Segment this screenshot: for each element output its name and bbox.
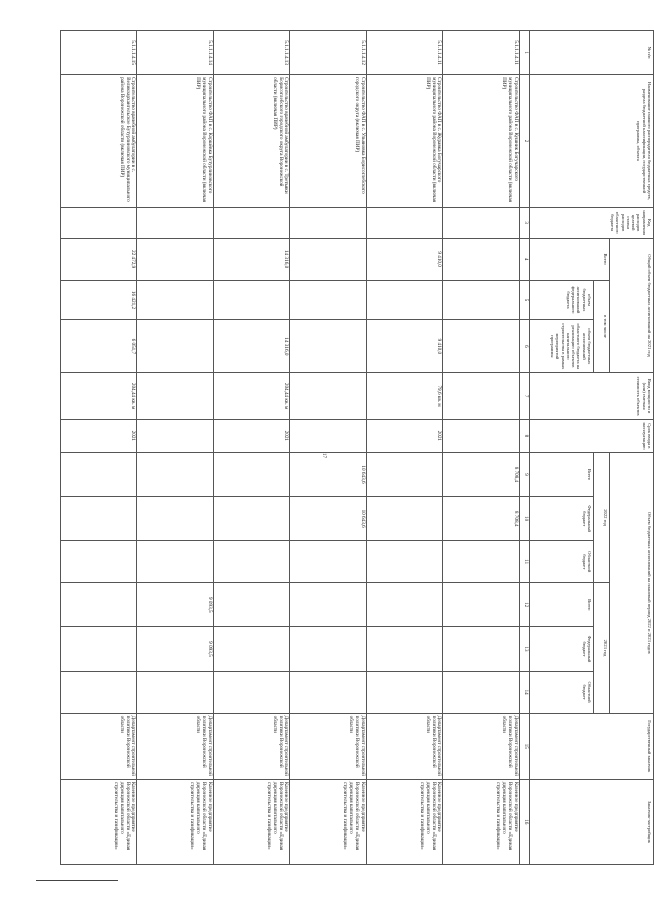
cell-capacity (290, 373, 367, 419)
investment-table (60, 30, 654, 865)
document-sheet (62, 30, 654, 865)
cell-o22 (137, 541, 214, 583)
cell-gov: Департамент строительной политики Воронежской области (290, 713, 367, 779)
cell-f22 (137, 497, 214, 541)
cell-f22 (367, 497, 444, 541)
cell-year: 2021 (61, 419, 138, 452)
header-capacity: Ввод мощности и (или) сметная стоимость объектов (530, 373, 654, 419)
cell-capacity: 79,6 кв. м (367, 373, 444, 419)
header-2022-fed: Федеральный бюджет (530, 497, 594, 541)
cell-f23 (61, 627, 138, 671)
footnote-rule (36, 880, 118, 881)
cell-gov: Департамент строительной политики Воронежской области (61, 713, 138, 779)
cell-o23 (290, 671, 367, 713)
col-number: 3 (520, 207, 530, 238)
cell-name: Строительство врачебной амбулатории в с. Великоархангельское Бутурлиновского муниципального района Воронежской области (включая ПИР) (61, 75, 138, 208)
cell-dev: Казенное предприятие Воронежской области «Единая дирекция капитального строительства и газификации» (290, 779, 367, 864)
column-number-row (520, 31, 530, 865)
col-number: 6 (520, 320, 530, 373)
cell-f22: 8 708,4 (443, 497, 520, 541)
cell-t22 (367, 452, 444, 496)
cell-total: 22 472,9 (61, 238, 138, 280)
table-header (520, 31, 654, 865)
header-incl: в том числе (594, 280, 610, 373)
cell-code (367, 207, 444, 238)
cell-t22 (214, 452, 291, 496)
cell-fed: 16 421,2 (61, 280, 138, 320)
col-number: 13 (520, 627, 530, 671)
col-number: 7 (520, 373, 530, 419)
header-total: Всего (530, 238, 610, 280)
header-incl-fed: объем бюджетных ассигнований федерального бюджета (530, 280, 594, 320)
table-row (137, 31, 214, 865)
table-row (61, 31, 138, 865)
cell-name: Строительство ФАП в с. Коршёвка Бутурлиновского муниципального района Воронежской области (включая ПИР) (137, 75, 214, 208)
col-number: 15 (520, 713, 530, 779)
header-2022-total: Всего (530, 452, 594, 496)
cell-code (137, 207, 214, 238)
cell-code (61, 207, 138, 238)
cell-name: Строительство врачебной амбулатории в с. Третьяки Борисоглебского городского округа Воронежской области (включая ПИР) (214, 75, 291, 208)
cell-o23 (214, 671, 291, 713)
table-row (443, 31, 520, 865)
header-2023: 2023 год (594, 583, 610, 713)
cell-capacity: 204,44 кв. м (214, 373, 291, 419)
cell-t23: 9 093,5 (137, 583, 214, 627)
cell-fed (443, 280, 520, 320)
cell-t23 (367, 583, 444, 627)
header-years: Срок ввода в эксплуатацию (530, 419, 654, 452)
cell-no: 5.1.1.1.4.11 (367, 31, 444, 75)
col-number: 2 (520, 75, 530, 208)
header-2022: 2022 год (594, 452, 610, 582)
col-number: 12 (520, 583, 530, 627)
cell-obj: 6 051,7 (61, 320, 138, 373)
cell-no: 5.1.1.1.4.15 (61, 31, 138, 75)
cell-o23 (443, 671, 520, 713)
cell-capacity (443, 373, 520, 419)
table-row (367, 31, 444, 865)
cell-fed (214, 280, 291, 320)
col-number: 11 (520, 541, 530, 583)
cell-f22 (214, 497, 291, 541)
header-dev: Заказчик-застройщик (530, 779, 654, 864)
header-name: Наименование главного распорядителя бюджетных средств, раздела бюджетной классификации, государственной программы, объекта (530, 75, 654, 208)
cell-gov: Департамент строительной политики Воронежской области (367, 713, 444, 779)
cell-t23 (61, 583, 138, 627)
table-body (61, 31, 520, 865)
cell-o22 (214, 541, 291, 583)
cell-total (443, 238, 520, 280)
cell-code (214, 207, 291, 238)
cell-no: 5.1.1.1.4.14 (137, 31, 214, 75)
cell-t23 (443, 583, 520, 627)
table-row (290, 31, 367, 865)
header-no: № п/п (530, 31, 654, 75)
page-number: 17 (321, 453, 326, 458)
header-incl-obj: объем бюджетных ассигнований областного бюджета на реализацию объектов капитального строительства в рамках мероприятий программы (530, 320, 594, 373)
cell-t23 (290, 583, 367, 627)
cell-gov: Департамент строительной политики Воронежской области (137, 713, 214, 779)
col-number: 8 (520, 419, 530, 452)
header-2022-obl: Областной бюджет (530, 541, 594, 583)
cell-fed (137, 280, 214, 320)
cell-dev: Казенное предприятие Воронежской области «Единая дирекция капитального строительства и газификации» (443, 779, 520, 864)
cell-gov: Департамент строительной политики Воронежской области (214, 713, 291, 779)
cell-o22 (367, 541, 444, 583)
cell-total: 9 410,0 (367, 238, 444, 280)
header-2023-obl: Областной бюджет (530, 671, 594, 713)
cell-dev: Казенное предприятие Воронежской области «Единая дирекция капитального строительства и газификации» (61, 779, 138, 864)
cell-dev: Казенное предприятие Воронежской области «Единая дирекция капитального строительства и газификации» (367, 779, 444, 864)
cell-f22: 10 643,6 (290, 497, 367, 541)
cell-name: Строительство ФАП в с. Кушник Богучарского муниципального района Воронежской области (включая ПИР) (443, 75, 520, 208)
col-number: 5 (520, 280, 530, 320)
header-planned: Объем бюджетных ассигнований на плановый период 2022 и 2023 годов (610, 452, 654, 713)
cell-f23 (443, 627, 520, 671)
header-gov: Государственный заказчик (530, 713, 654, 779)
header-code: Код направления расходов целевой статьи расходов областного бюджета (530, 207, 654, 238)
cell-fed (367, 280, 444, 320)
col-number: 9 (520, 452, 530, 496)
cell-no: 5.1.1.1.4.12 (290, 31, 367, 75)
cell-o23 (61, 671, 138, 713)
cell-obj (290, 320, 367, 373)
cell-year (290, 419, 367, 452)
cell-o22 (61, 541, 138, 583)
cell-year: 2021 (367, 419, 444, 452)
cell-dev: Казенное предприятие Воронежской области «Единая дирекция капитального строительства и газификации» (214, 779, 291, 864)
cell-obj (137, 320, 214, 373)
cell-year (137, 419, 214, 452)
cell-obj: 9 410,0 (367, 320, 444, 373)
cell-t22 (137, 452, 214, 496)
cell-code (290, 207, 367, 238)
table-row (214, 31, 291, 865)
col-number: 4 (520, 238, 530, 280)
cell-no: 5.1.1.1.4.13 (214, 31, 291, 75)
cell-capacity: 204,44 кв. м (61, 373, 138, 419)
cell-f23: 9 093,5 (137, 627, 214, 671)
header-total-cost: Общий объем бюджетных ассигнований на 2021 год (610, 238, 654, 373)
cell-capacity (137, 373, 214, 419)
cell-code (443, 207, 520, 238)
cell-total: 14 316,0 (214, 238, 291, 280)
cell-f23 (214, 627, 291, 671)
cell-o22 (443, 541, 520, 583)
header-2023-fed: Федеральный бюджет (530, 627, 594, 671)
col-number: 1 (520, 31, 530, 75)
cell-year: 2021 (214, 419, 291, 452)
cell-o23 (367, 671, 444, 713)
cell-f23 (290, 627, 367, 671)
col-number: 14 (520, 671, 530, 713)
cell-t22 (61, 452, 138, 496)
cell-gov: Департамент строительной политики Воронежской области (443, 713, 520, 779)
header-2023-total: Всего (530, 583, 594, 627)
cell-total (290, 238, 367, 280)
col-number: 16 (520, 779, 530, 864)
cell-name: Строительство ФАП в с. Ульяновка Борисоглебского городского округа (включая ПИР) (290, 75, 367, 208)
cell-no: 5.1.1.1.4.11 (443, 31, 520, 75)
cell-fed (290, 280, 367, 320)
cell-o22 (290, 541, 367, 583)
cell-obj (443, 320, 520, 373)
cell-obj: 14 316,0 (214, 320, 291, 373)
cell-year (443, 419, 520, 452)
cell-dev: Казенное предприятие Воронежской области «Единая дирекция капитального строительства и газификации» (137, 779, 214, 864)
cell-t23 (214, 583, 291, 627)
cell-o23 (137, 671, 214, 713)
cell-f22 (61, 497, 138, 541)
cell-f23 (367, 627, 444, 671)
cell-t22: 10 643,6 (290, 452, 367, 496)
cell-name: Строительство ФАП в с. Журавка Богучарского муниципального района Воронежской области (включая ПИР) (367, 75, 444, 208)
cell-t22: 8 708,4 (443, 452, 520, 496)
cell-total (137, 238, 214, 280)
col-number: 10 (520, 497, 530, 541)
